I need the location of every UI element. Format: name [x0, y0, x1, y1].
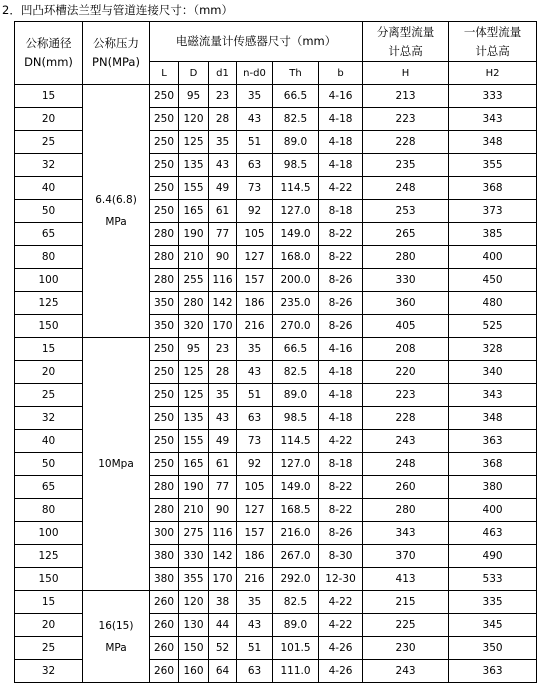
- cell-d: 165: [179, 200, 209, 223]
- cell-h2: 355: [449, 154, 537, 177]
- cell-n-d0: 63: [237, 660, 273, 683]
- cell-dn: 25: [15, 131, 83, 154]
- cell-d: 150: [179, 637, 209, 660]
- cell-d: 125: [179, 361, 209, 384]
- cell-b: 8-30: [319, 545, 363, 568]
- cell-b: 8-26: [319, 522, 363, 545]
- cell-d1: 90: [209, 246, 237, 269]
- cell-d1: 52: [209, 637, 237, 660]
- cell-th: 127.0: [273, 453, 319, 476]
- cell-th: 270.0: [273, 315, 319, 338]
- cell-b: 4-18: [319, 108, 363, 131]
- cell-l: 250: [150, 384, 179, 407]
- cell-n-d0: 63: [237, 407, 273, 430]
- cell-h: 370: [363, 545, 449, 568]
- cell-n-d0: 216: [237, 315, 273, 338]
- cell-th: 66.5: [273, 338, 319, 361]
- cell-b: 4-26: [319, 637, 363, 660]
- cell-h: 230: [363, 637, 449, 660]
- cell-n-d0: 35: [237, 591, 273, 614]
- cell-b: 12-30: [319, 568, 363, 591]
- cell-dn: 125: [15, 545, 83, 568]
- cell-d: 125: [179, 131, 209, 154]
- cell-h2: 328: [449, 338, 537, 361]
- cell-th: 82.5: [273, 361, 319, 384]
- cell-h: 223: [363, 384, 449, 407]
- cell-d: 355: [179, 568, 209, 591]
- cell-b: 4-18: [319, 384, 363, 407]
- cell-dn: 100: [15, 522, 83, 545]
- cell-h: 208: [363, 338, 449, 361]
- cell-l: 350: [150, 292, 179, 315]
- cell-l: 380: [150, 568, 179, 591]
- cell-l: 280: [150, 269, 179, 292]
- cell-dn: 150: [15, 315, 83, 338]
- pressure-group-cell: 16(15) MPa: [83, 591, 150, 683]
- cell-n-d0: 92: [237, 200, 273, 223]
- cell-d: 210: [179, 246, 209, 269]
- cell-d1: 116: [209, 269, 237, 292]
- cell-h: 360: [363, 292, 449, 315]
- cell-h2: 345: [449, 614, 537, 637]
- cell-b: 4-22: [319, 177, 363, 200]
- cell-n-d0: 51: [237, 384, 273, 407]
- cell-d: 155: [179, 430, 209, 453]
- col-header-n-d0: n-d0: [237, 62, 273, 85]
- cell-b: 4-22: [319, 430, 363, 453]
- cell-h: 248: [363, 177, 449, 200]
- cell-h: 280: [363, 499, 449, 522]
- cell-d: 120: [179, 591, 209, 614]
- cell-l: 250: [150, 108, 179, 131]
- cell-th: 89.0: [273, 131, 319, 154]
- cell-d: 160: [179, 660, 209, 683]
- col-header-b: b: [319, 62, 363, 85]
- cell-dn: 50: [15, 453, 83, 476]
- cell-dn: 25: [15, 637, 83, 660]
- cell-h2: 348: [449, 131, 537, 154]
- cell-d1: 43: [209, 407, 237, 430]
- cell-n-d0: 157: [237, 522, 273, 545]
- cell-h2: 368: [449, 453, 537, 476]
- cell-h: 260: [363, 476, 449, 499]
- cell-h2: 400: [449, 246, 537, 269]
- cell-h: 253: [363, 200, 449, 223]
- cell-h2: 363: [449, 430, 537, 453]
- cell-h: 228: [363, 131, 449, 154]
- cell-l: 260: [150, 591, 179, 614]
- cell-h2: 340: [449, 361, 537, 384]
- cell-th: 89.0: [273, 384, 319, 407]
- cell-d: 135: [179, 407, 209, 430]
- cell-l: 250: [150, 338, 179, 361]
- cell-l: 300: [150, 522, 179, 545]
- cell-h2: 368: [449, 177, 537, 200]
- cell-th: 114.5: [273, 177, 319, 200]
- cell-h: 213: [363, 85, 449, 108]
- cell-n-d0: 92: [237, 453, 273, 476]
- cell-d1: 90: [209, 499, 237, 522]
- cell-dn: 125: [15, 292, 83, 315]
- cell-d1: 28: [209, 108, 237, 131]
- cell-th: 82.5: [273, 108, 319, 131]
- cell-dn: 65: [15, 223, 83, 246]
- col-header-d1: d1: [209, 62, 237, 85]
- cell-b: 8-18: [319, 200, 363, 223]
- cell-th: 292.0: [273, 568, 319, 591]
- cell-h2: 533: [449, 568, 537, 591]
- cell-dn: 20: [15, 361, 83, 384]
- cell-d1: 38: [209, 591, 237, 614]
- cell-d1: 28: [209, 361, 237, 384]
- cell-b: 8-22: [319, 476, 363, 499]
- cell-dn: 32: [15, 154, 83, 177]
- cell-d1: 49: [209, 177, 237, 200]
- cell-th: 168.5: [273, 499, 319, 522]
- cell-b: 8-26: [319, 269, 363, 292]
- cell-dn: 15: [15, 338, 83, 361]
- cell-th: 101.5: [273, 637, 319, 660]
- cell-d1: 142: [209, 292, 237, 315]
- cell-l: 260: [150, 637, 179, 660]
- cell-h2: 333: [449, 85, 537, 108]
- cell-d1: 44: [209, 614, 237, 637]
- cell-n-d0: 73: [237, 430, 273, 453]
- cell-th: 168.0: [273, 246, 319, 269]
- cell-th: 114.5: [273, 430, 319, 453]
- cell-n-d0: 127: [237, 246, 273, 269]
- cell-d1: 77: [209, 223, 237, 246]
- cell-l: 250: [150, 453, 179, 476]
- cell-d1: 170: [209, 315, 237, 338]
- cell-d: 135: [179, 154, 209, 177]
- cell-h: 248: [363, 453, 449, 476]
- cell-th: 149.0: [273, 476, 319, 499]
- cell-d: 165: [179, 453, 209, 476]
- cell-b: 8-18: [319, 453, 363, 476]
- cell-dn: 50: [15, 200, 83, 223]
- pressure-group-cell: 6.4(6.8) MPa: [83, 85, 150, 338]
- cell-th: 127.0: [273, 200, 319, 223]
- cell-d: 120: [179, 108, 209, 131]
- cell-l: 250: [150, 85, 179, 108]
- cell-l: 280: [150, 499, 179, 522]
- cell-n-d0: 51: [237, 131, 273, 154]
- cell-b: 8-26: [319, 315, 363, 338]
- cell-d: 275: [179, 522, 209, 545]
- cell-dn: 20: [15, 614, 83, 637]
- cell-l: 380: [150, 545, 179, 568]
- cell-h: 243: [363, 430, 449, 453]
- cell-dn: 32: [15, 407, 83, 430]
- cell-h: 215: [363, 591, 449, 614]
- cell-l: 250: [150, 177, 179, 200]
- cell-th: 216.0: [273, 522, 319, 545]
- cell-l: 250: [150, 430, 179, 453]
- cell-n-d0: 105: [237, 223, 273, 246]
- flange-dimension-table: [14, 21, 537, 683]
- cell-b: 4-18: [319, 407, 363, 430]
- col-header-h: H: [363, 62, 449, 85]
- cell-n-d0: 127: [237, 499, 273, 522]
- cell-th: 267.0: [273, 545, 319, 568]
- cell-dn: 100: [15, 269, 83, 292]
- cell-h2: 373: [449, 200, 537, 223]
- cell-dn: 150: [15, 568, 83, 591]
- cell-dn: 40: [15, 430, 83, 453]
- cell-th: 98.5: [273, 154, 319, 177]
- cell-d1: 35: [209, 131, 237, 154]
- cell-n-d0: 105: [237, 476, 273, 499]
- cell-b: 4-22: [319, 591, 363, 614]
- cell-h: 413: [363, 568, 449, 591]
- table-row: [15, 338, 537, 361]
- cell-th: 98.5: [273, 407, 319, 430]
- cell-h: 223: [363, 108, 449, 131]
- cell-n-d0: 43: [237, 361, 273, 384]
- cell-h2: 363: [449, 660, 537, 683]
- col-header-d: D: [179, 62, 209, 85]
- cell-d1: 49: [209, 430, 237, 453]
- cell-d: 130: [179, 614, 209, 637]
- cell-n-d0: 186: [237, 292, 273, 315]
- cell-b: 4-16: [319, 85, 363, 108]
- cell-l: 250: [150, 131, 179, 154]
- cell-th: 89.0: [273, 614, 319, 637]
- cell-l: 260: [150, 614, 179, 637]
- cell-th: 111.0: [273, 660, 319, 683]
- cell-b: 4-18: [319, 361, 363, 384]
- cell-dn: 80: [15, 246, 83, 269]
- table-row: [15, 85, 537, 108]
- cell-n-d0: 63: [237, 154, 273, 177]
- cell-d: 210: [179, 499, 209, 522]
- cell-d1: 43: [209, 154, 237, 177]
- cell-h2: 400: [449, 499, 537, 522]
- cell-d1: 61: [209, 200, 237, 223]
- col-header-h2: H2: [449, 62, 537, 85]
- cell-d1: 23: [209, 85, 237, 108]
- cell-h2: 380: [449, 476, 537, 499]
- cell-n-d0: 51: [237, 637, 273, 660]
- table-row: [15, 591, 537, 614]
- cell-b: 4-22: [319, 614, 363, 637]
- cell-h: 265: [363, 223, 449, 246]
- cell-b: 4-18: [319, 131, 363, 154]
- cell-h2: 348: [449, 407, 537, 430]
- cell-d1: 64: [209, 660, 237, 683]
- cell-th: 200.0: [273, 269, 319, 292]
- cell-d: 190: [179, 223, 209, 246]
- cell-n-d0: 73: [237, 177, 273, 200]
- cell-th: 235.0: [273, 292, 319, 315]
- cell-h: 330: [363, 269, 449, 292]
- cell-h: 280: [363, 246, 449, 269]
- cell-n-d0: 216: [237, 568, 273, 591]
- table-body: [15, 85, 537, 683]
- cell-th: 82.5: [273, 591, 319, 614]
- cell-h2: 463: [449, 522, 537, 545]
- cell-d: 280: [179, 292, 209, 315]
- cell-d: 320: [179, 315, 209, 338]
- cell-b: 8-22: [319, 499, 363, 522]
- cell-dn: 65: [15, 476, 83, 499]
- cell-h2: 385: [449, 223, 537, 246]
- cell-n-d0: 43: [237, 614, 273, 637]
- cell-d1: 23: [209, 338, 237, 361]
- header-dn: 公称通径 DN(mm): [15, 22, 83, 85]
- cell-h2: 490: [449, 545, 537, 568]
- cell-dn: 40: [15, 177, 83, 200]
- col-header-th: Th: [273, 62, 319, 85]
- col-header-l: L: [150, 62, 179, 85]
- cell-l: 260: [150, 660, 179, 683]
- cell-b: 4-26: [319, 660, 363, 683]
- pressure-group-cell: 10Mpa: [83, 338, 150, 591]
- cell-h: 343: [363, 522, 449, 545]
- cell-d: 330: [179, 545, 209, 568]
- cell-b: 8-22: [319, 223, 363, 246]
- cell-d1: 116: [209, 522, 237, 545]
- cell-h: 405: [363, 315, 449, 338]
- cell-d: 95: [179, 338, 209, 361]
- cell-l: 280: [150, 246, 179, 269]
- cell-b: 8-26: [319, 292, 363, 315]
- cell-h: 235: [363, 154, 449, 177]
- cell-dn: 20: [15, 108, 83, 131]
- cell-d1: 61: [209, 453, 237, 476]
- header-sensor-dimensions: 电磁流量计传感器尺寸（mm）: [150, 22, 363, 62]
- cell-h2: 525: [449, 315, 537, 338]
- cell-h2: 343: [449, 108, 537, 131]
- cell-h2: 350: [449, 637, 537, 660]
- cell-l: 250: [150, 154, 179, 177]
- cell-d: 190: [179, 476, 209, 499]
- cell-dn: 25: [15, 384, 83, 407]
- cell-d1: 35: [209, 384, 237, 407]
- cell-d1: 170: [209, 568, 237, 591]
- header-split-height: 分离型流量 计总高: [363, 22, 449, 62]
- cell-th: 66.5: [273, 85, 319, 108]
- cell-h: 228: [363, 407, 449, 430]
- header-integral-height: 一体型流量 计总高: [449, 22, 537, 62]
- cell-n-d0: 186: [237, 545, 273, 568]
- cell-d: 95: [179, 85, 209, 108]
- cell-h2: 480: [449, 292, 537, 315]
- cell-l: 280: [150, 476, 179, 499]
- cell-l: 280: [150, 223, 179, 246]
- cell-l: 250: [150, 407, 179, 430]
- cell-d: 125: [179, 384, 209, 407]
- cell-d1: 77: [209, 476, 237, 499]
- cell-th: 149.0: [273, 223, 319, 246]
- cell-d: 255: [179, 269, 209, 292]
- cell-dn: 15: [15, 85, 83, 108]
- cell-l: 250: [150, 200, 179, 223]
- cell-n-d0: 35: [237, 338, 273, 361]
- cell-dn: 32: [15, 660, 83, 683]
- cell-h2: 343: [449, 384, 537, 407]
- cell-n-d0: 43: [237, 108, 273, 131]
- cell-n-d0: 35: [237, 85, 273, 108]
- cell-l: 250: [150, 361, 179, 384]
- cell-h: 243: [363, 660, 449, 683]
- cell-dn: 80: [15, 499, 83, 522]
- cell-b: 4-16: [319, 338, 363, 361]
- cell-b: 8-22: [319, 246, 363, 269]
- cell-d1: 142: [209, 545, 237, 568]
- cell-l: 350: [150, 315, 179, 338]
- cell-d: 155: [179, 177, 209, 200]
- section-heading: 2．凹凸环槽法兰型与管道连接尺寸：（mm）: [2, 3, 233, 17]
- cell-h: 220: [363, 361, 449, 384]
- cell-h: 225: [363, 614, 449, 637]
- cell-b: 4-18: [319, 154, 363, 177]
- header-pn: 公称压力 PN(MPa): [83, 22, 150, 85]
- cell-h2: 450: [449, 269, 537, 292]
- cell-h2: 335: [449, 591, 537, 614]
- cell-n-d0: 157: [237, 269, 273, 292]
- cell-dn: 15: [15, 591, 83, 614]
